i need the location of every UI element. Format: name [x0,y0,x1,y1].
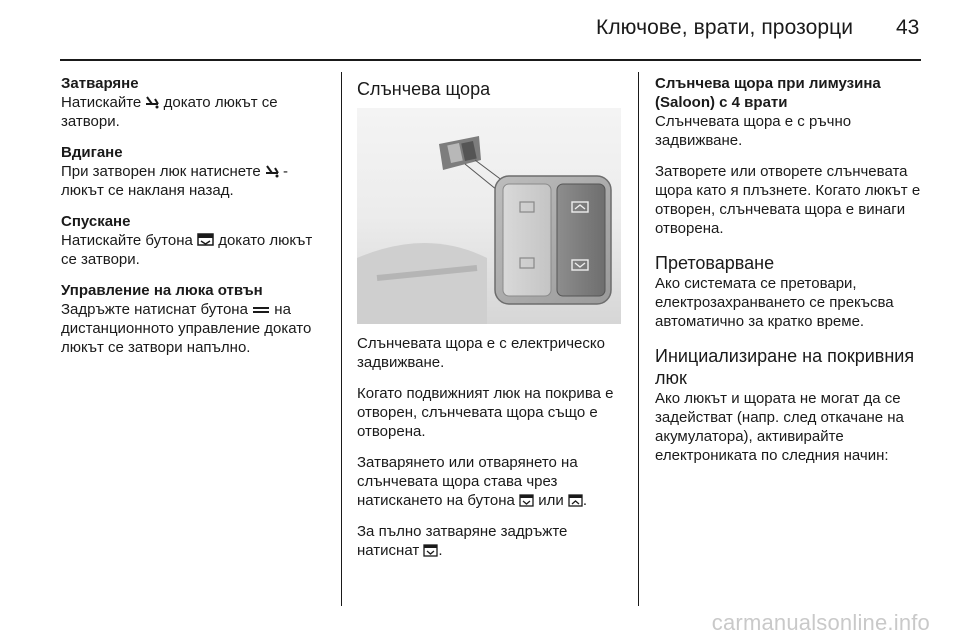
blind-open-icon [568,494,583,507]
blind-close-icon [423,544,438,557]
watermark: carmanualsonline.info [711,610,930,635]
section-heading: Претоварване [655,253,775,273]
section-lower: Спускане Натискайте бутона докато люкът се затвори. [61,212,331,269]
paragraph: Затворете или отворете слънчевата щора като я плъзнете. Когато люкът е отворен, слънчевата щора е винаги отворена. [655,163,921,237]
paragraph: За пълно затваряне задръжте натиснат . [357,523,568,559]
sunroof-icon [145,95,159,109]
column-right [655,74,925,477]
section-heading: Затваряне [61,75,139,92]
switch-illustration [357,108,621,324]
paragraph: Когато подвижният люк на покрива е отворен, слънчевата щора също е отворена. [357,385,614,440]
column-divider [638,72,639,606]
remote-lock-icon [252,304,270,316]
section-raise: Вдигане При затворен люк натиснете - люкът се накланя назад. [61,143,331,200]
section-heading: Управление на люка отвън [61,282,263,299]
page-title: Ключове, врати, прозорци [596,16,854,39]
paragraph: Слънчевата щора е с електрическо задвижване. [357,335,605,371]
paragraph: Затварянето или отварянето на слънчевата щора става чрез натискането на бутона или . [357,454,588,509]
column-middle-text [357,334,632,572]
section-heading: Слънчева щора при лимузина (Saloon) с 4 врати [655,75,881,111]
sunblind-switch-figure [357,108,621,324]
section-heading: Вдигане [61,144,123,161]
paragraph: Ако системата се претовари, електрозахранването се прекъсва автоматично за кратко време. [655,275,894,330]
section-heading: Спускане [61,213,131,230]
sunroof-lower-icon [197,233,214,247]
section-close: Затваряне Натискайте докато люкът се затвори. [61,74,331,131]
page-number: 43 [896,16,920,39]
paragraph: Слънчевата щора е с ръчно задвижване. [655,113,852,149]
blind-close-icon [519,494,534,507]
section-heading: Инициализиране на покривния люк [655,346,915,388]
column-left [61,74,331,369]
header-divider [60,59,921,61]
column-divider [341,72,342,606]
section-title: Слънчева щора [357,79,491,99]
sunroof-icon [265,164,279,178]
paragraph: Ако люкът и щората не могат да се задействат (напр. след откачане на акумулатора), активирайте електрониката по следния начин: [655,390,904,464]
section-remote: Управление на люка отвън Задръжте натиснат бутона на дистанционното управление докато люкът се затвори напълно. [61,281,331,357]
